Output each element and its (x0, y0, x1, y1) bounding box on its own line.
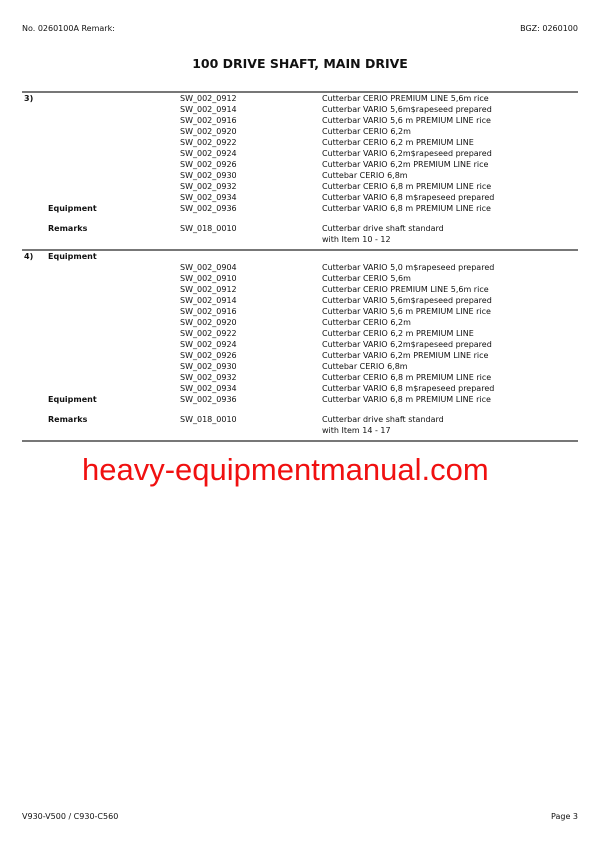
divider (22, 440, 578, 442)
item-description: Cutterbar CERIO 6,2 m PREMIUM LINE (322, 138, 474, 147)
section-divider (22, 249, 578, 251)
item-description: Cutterbar CERIO PREMIUM LINE 5,6m rice (322, 285, 489, 294)
item-code: SW_002_0922 (180, 138, 237, 147)
item-description: Cutterbar VARIO 6,8 m PREMIUM LINE rice (322, 395, 491, 404)
item-code: SW_002_0932 (180, 373, 237, 382)
item-description: Cutterbar VARIO 6,8 m$rapeseed prepared (322, 193, 495, 202)
item-code: SW_002_0936 (180, 204, 237, 213)
section-label: Equipment (48, 252, 97, 261)
item-description: Cutterbar VARIO 6,8 m PREMIUM LINE rice (322, 204, 491, 213)
item-code: SW_002_0930 (180, 362, 237, 371)
item-code: SW_002_0926 (180, 160, 237, 169)
remark-code: SW_018_0010 (180, 415, 237, 424)
item-code: SW_002_0934 (180, 193, 237, 202)
equipment-label: Equipment (48, 204, 97, 213)
item-description: Cutterbar CERIO 5,6m (322, 274, 411, 283)
item-code: SW_002_0924 (180, 340, 237, 349)
item-code: SW_002_0920 (180, 318, 237, 327)
page-title: 100 DRIVE SHAFT, MAIN DRIVE (192, 56, 408, 71)
item-description: Cutterbar VARIO 5,6 m PREMIUM LINE rice (322, 116, 491, 125)
item-description: Cutterbar VARIO 5,0 m$rapeseed prepared (322, 263, 495, 272)
header-right: BGZ: 0260100 (520, 24, 578, 33)
item-code: SW_002_0934 (180, 384, 237, 393)
item-code: SW_002_0910 (180, 274, 237, 283)
divider (22, 91, 578, 93)
remark-text: Cutterbar drive shaft standard (322, 415, 444, 424)
item-description: Cutterbar CERIO 6,8 m PREMIUM LINE rice (322, 373, 492, 382)
footer-left: V930-V500 / C930-C560 (22, 812, 119, 821)
item-code: SW_002_0912 (180, 285, 237, 294)
equipment-label: Equipment (48, 395, 97, 404)
item-code: SW_002_0930 (180, 171, 237, 180)
item-code: SW_002_0924 (180, 149, 237, 158)
item-code: SW_002_0936 (180, 395, 237, 404)
item-description: Cutterbar CERIO PREMIUM LINE 5,6m rice (322, 94, 489, 103)
watermark: heavy-equipmentmanual.com (82, 452, 489, 487)
item-description: Cutterbar VARIO 6,2m$rapeseed prepared (322, 149, 492, 158)
item-description: Cutterbar VARIO 5,6m$rapeseed prepared (322, 105, 492, 114)
remarks-label: Remarks (48, 415, 88, 424)
item-description: Cutterbar CERIO 6,2 m PREMIUM LINE (322, 329, 474, 338)
item-description: Cuttebar CERIO 6,8m (322, 362, 408, 371)
item-code: SW_002_0912 (180, 94, 237, 103)
item-description: Cutterbar CERIO 6,2m (322, 318, 411, 327)
item-description: Cutterbar VARIO 6,2m PREMIUM LINE rice (322, 351, 489, 360)
item-description: Cutterbar VARIO 6,2m PREMIUM LINE rice (322, 160, 489, 169)
remark-code: SW_018_0010 (180, 224, 237, 233)
item-description: Cutterbar VARIO 5,6 m PREMIUM LINE rice (322, 307, 491, 316)
item-code: SW_002_0926 (180, 351, 237, 360)
section-number: 3) (24, 94, 34, 103)
item-code: SW_002_0922 (180, 329, 237, 338)
footer-right: Page 3 (551, 812, 578, 821)
item-code: SW_002_0914 (180, 296, 237, 305)
item-description: Cutterbar CERIO 6,8 m PREMIUM LINE rice (322, 182, 492, 191)
item-code: SW_002_0904 (180, 263, 237, 272)
item-code: SW_002_0916 (180, 307, 237, 316)
remark-text: with Item 14 - 17 (322, 426, 391, 435)
section-number: 4) (24, 252, 34, 261)
item-description: Cutterbar VARIO 6,8 m$rapeseed prepared (322, 384, 495, 393)
item-code: SW_002_0920 (180, 127, 237, 136)
remark-text: with Item 10 - 12 (322, 235, 391, 244)
item-code: SW_002_0932 (180, 182, 237, 191)
item-description: Cutterbar VARIO 5,6m$rapeseed prepared (322, 296, 492, 305)
item-description: Cutterbar CERIO 6,2m (322, 127, 411, 136)
item-code: SW_002_0914 (180, 105, 237, 114)
header-left: No. 0260100A Remark: (22, 24, 115, 33)
item-description: Cuttebar CERIO 6,8m (322, 171, 408, 180)
remark-text: Cutterbar drive shaft standard (322, 224, 444, 233)
item-description: Cutterbar VARIO 6,2m$rapeseed prepared (322, 340, 492, 349)
item-code: SW_002_0916 (180, 116, 237, 125)
remarks-label: Remarks (48, 224, 88, 233)
